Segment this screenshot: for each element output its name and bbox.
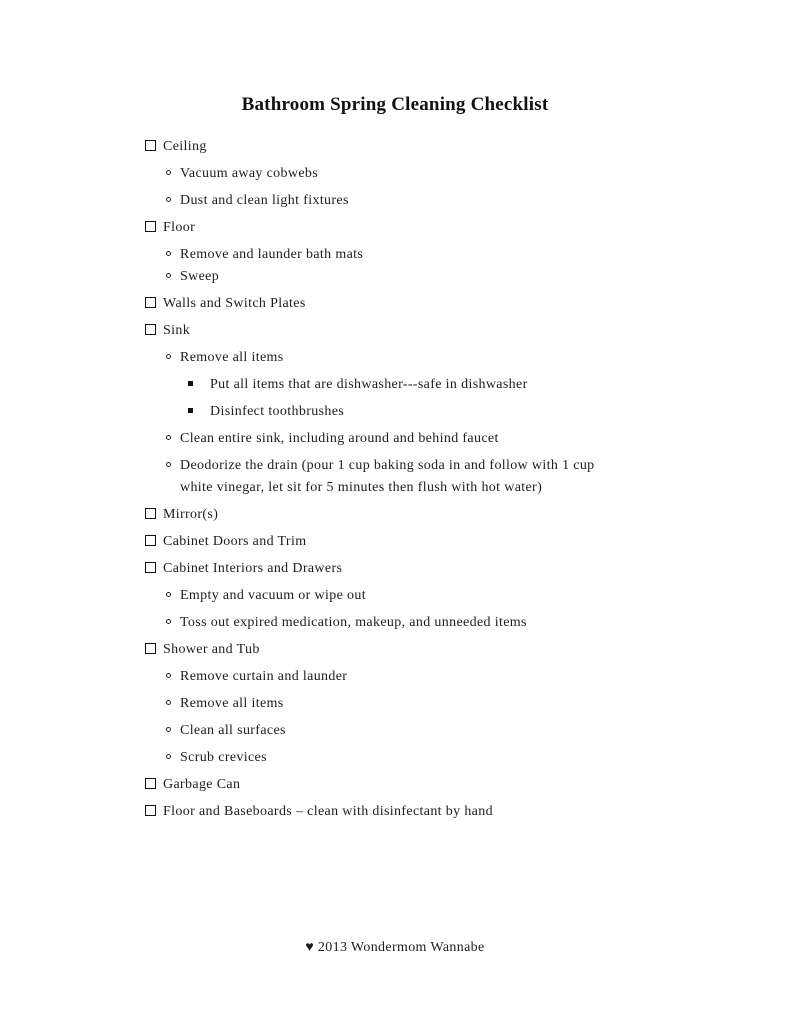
- checklist-subitem: [0, 585, 790, 607]
- checklist-item-label: Cabinet Doors and Trim: [163, 534, 307, 549]
- checklist-item-label: Floor: [163, 220, 196, 235]
- checkbox-icon[interactable]: [145, 535, 156, 546]
- checklist-item-label: Empty and vacuum or wipe out: [180, 588, 366, 603]
- checkbox-icon[interactable]: [145, 324, 156, 335]
- page-title: Bathroom Spring Cleaning Checklist: [241, 94, 549, 115]
- checklist-item-label: Sweep: [180, 269, 220, 284]
- circle-bullet-icon: [166, 251, 171, 256]
- checklist-subitem: [0, 612, 790, 634]
- checklist-item-label: Floor and Baseboards – clean with disinfectant by hand: [163, 804, 493, 819]
- checkbox-icon[interactable]: [145, 778, 156, 789]
- circle-bullet-icon: [166, 354, 171, 359]
- checklist-item-label: Mirror(s): [163, 507, 219, 522]
- checklist-item-label: Ceiling: [163, 139, 207, 154]
- checklist-item-label: Garbage Can: [163, 777, 241, 792]
- checklist-subsubitem: [0, 401, 790, 423]
- checkbox-icon[interactable]: [145, 562, 156, 573]
- checklist-item-label: Clean all surfaces: [180, 723, 286, 738]
- checkbox-icon[interactable]: [145, 297, 156, 308]
- checkbox-icon[interactable]: [145, 643, 156, 654]
- checklist-item-label: Remove all items: [180, 696, 284, 711]
- checklist-subitem: [0, 190, 790, 212]
- checklist-item: [0, 531, 790, 553]
- circle-bullet-icon: [166, 170, 171, 175]
- checklist-subitem: [0, 266, 790, 288]
- checklist-item: [0, 801, 790, 823]
- circle-bullet-icon: [166, 700, 171, 705]
- checklist-subsubitem: [0, 374, 790, 396]
- checklist-item-label: Scrub crevices: [180, 750, 267, 765]
- checklist-item: [0, 504, 790, 526]
- checklist: [0, 136, 790, 823]
- checklist-subitem: [0, 347, 790, 369]
- circle-bullet-icon: [166, 673, 171, 678]
- checklist-subitem: [0, 244, 790, 266]
- checklist-item: [0, 320, 790, 342]
- checklist-item: [0, 293, 790, 315]
- circle-bullet-icon: [166, 435, 171, 440]
- checklist-item-label: Walls and Switch Plates: [163, 296, 306, 311]
- checklist-item-label: Toss out expired medication, makeup, and unneeded items: [180, 615, 527, 630]
- checklist-item-label: Cabinet Interiors and Drawers: [163, 561, 343, 576]
- circle-bullet-icon: [166, 754, 171, 759]
- checklist-item-label: Shower and Tub: [163, 642, 260, 657]
- checkbox-icon[interactable]: [145, 508, 156, 519]
- circle-bullet-icon: [166, 619, 171, 624]
- checklist-subitem: [0, 428, 790, 450]
- circle-bullet-icon: [166, 273, 171, 278]
- checklist-subitem: [0, 666, 790, 688]
- circle-bullet-icon: [166, 727, 171, 732]
- circle-bullet-icon: [166, 592, 171, 597]
- checklist-subitem: [0, 747, 790, 769]
- square-bullet-icon: [188, 408, 193, 413]
- checklist-item-label: Remove and launder bath mats: [180, 247, 364, 262]
- footer-credit: ♥ 2013 Wondermom Wannabe: [305, 940, 485, 955]
- checklist-item: [0, 774, 790, 796]
- circle-bullet-icon: [166, 462, 171, 467]
- checklist-item-label: Clean entire sink, including around and behind faucet: [180, 431, 499, 446]
- checklist-item: [0, 558, 790, 580]
- checklist-item: [0, 217, 790, 239]
- checklist-item-label: Remove curtain and launder: [180, 669, 348, 684]
- checklist-item-label: Vacuum away cobwebs: [180, 166, 319, 181]
- circle-bullet-icon: [166, 197, 171, 202]
- checklist-item-label: Disinfect toothbrushes: [210, 404, 345, 419]
- square-bullet-icon: [188, 381, 193, 386]
- checklist-subitem: [0, 163, 790, 185]
- checklist-item: [0, 639, 790, 661]
- checklist-item: [0, 136, 790, 158]
- checklist-item-label: Remove all items: [180, 350, 284, 365]
- checklist-subitem: [0, 693, 790, 715]
- checklist-item-label: Deodorize the drain (pour 1 cup baking soda in and follow with 1 cup white vinegar, let sit for 5 minutes then flush with hot water): [180, 458, 595, 495]
- checkbox-icon[interactable]: [145, 221, 156, 232]
- checkbox-icon[interactable]: [145, 140, 156, 151]
- checklist-subitem: [0, 455, 790, 499]
- checklist-subitem: [0, 720, 790, 742]
- checkbox-icon[interactable]: [145, 805, 156, 816]
- checklist-item-label: Dust and clean light fixtures: [180, 193, 349, 208]
- checklist-item-label: Sink: [163, 323, 191, 338]
- checklist-item-label: Put all items that are dishwasher---safe in dishwasher: [210, 377, 528, 392]
